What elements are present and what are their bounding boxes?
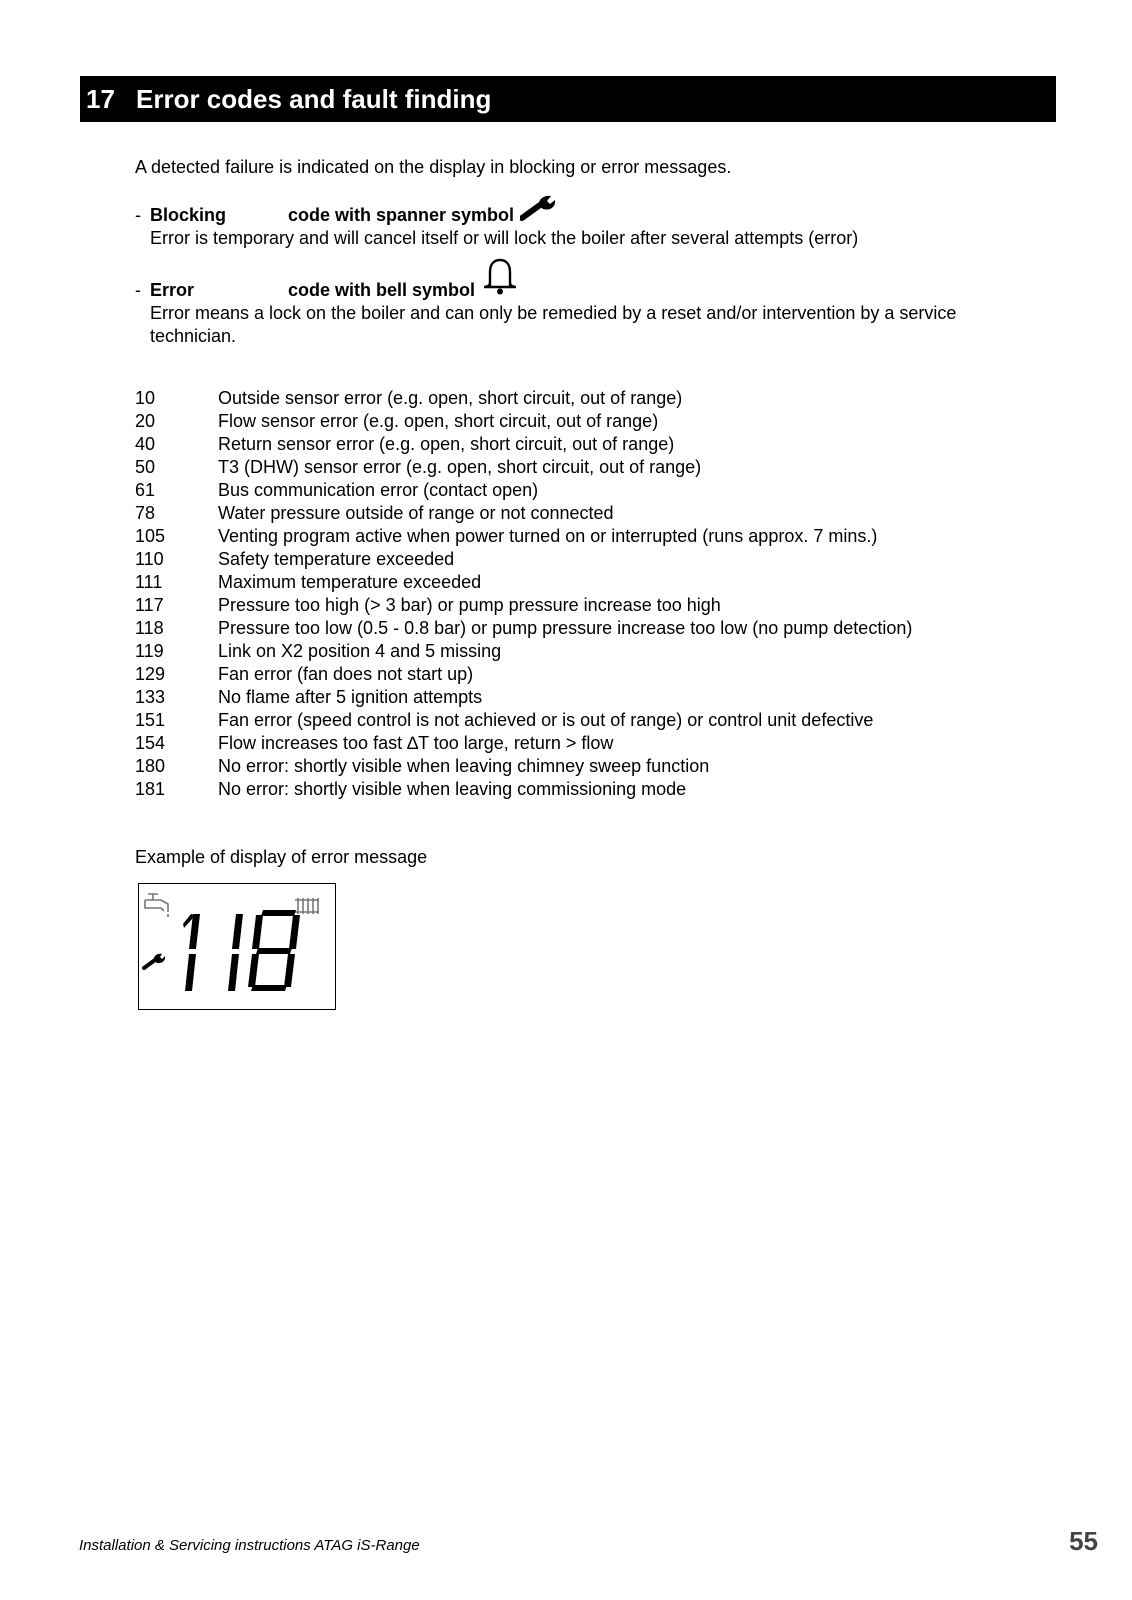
- error-code-row: [135, 778, 912, 801]
- error-code-row: [135, 410, 912, 433]
- error-code: 129: [135, 664, 166, 684]
- error-description: Pressure too high (> 3 bar) or pump pressure increase too high: [218, 595, 721, 615]
- error-code: 119: [135, 641, 164, 661]
- error-code-row: [135, 571, 912, 594]
- bullet-dash: -: [135, 205, 141, 225]
- blocking-type: [135, 201, 1020, 250]
- lcd-display: [138, 883, 336, 1010]
- page-number: 55: [1069, 1526, 1098, 1556]
- type-code-blocking: code with spanner symbol: [288, 205, 515, 225]
- error-description: Pressure too low (0.5 - 0.8 bar) or pump pressure increase too low (no pump detection): [218, 618, 913, 638]
- error-code: 40: [135, 434, 156, 454]
- error-code-row: [135, 709, 912, 732]
- type-description-error: Error means a lock on the boiler and can only be remedied by a reset and/or intervention by a service technician.: [150, 303, 957, 346]
- error-description: Safety temperature exceeded: [218, 549, 455, 569]
- error-type: [135, 266, 1020, 348]
- error-description: Link on X2 position 4 and 5 missing: [218, 641, 502, 661]
- error-code-row: [135, 755, 912, 778]
- type-name-blocking: Blocking: [150, 205, 227, 225]
- tap-icon: [145, 894, 168, 917]
- error-description: Return sensor error (e.g. open, short circuit, out of range): [218, 434, 675, 454]
- error-code: 110: [135, 549, 164, 569]
- error-code-row: [135, 502, 912, 525]
- example-label: Example of display of error message: [135, 847, 428, 867]
- error-description: Fan error (fan does not start up): [218, 664, 474, 684]
- section-title: Error codes and fault finding: [136, 83, 492, 114]
- error-code: 133: [135, 687, 166, 707]
- spanner-icon: [144, 954, 165, 968]
- spanner-icon: [520, 193, 558, 227]
- section-number: 17: [86, 83, 115, 114]
- error-description: Water pressure outside of range or not connected: [218, 503, 614, 523]
- error-code: 181: [135, 779, 166, 799]
- error-code-row: [135, 548, 912, 571]
- error-description: Bus communication error (contact open): [218, 480, 539, 500]
- error-code: 78: [135, 503, 156, 523]
- intro-text: A detected failure is indicated on the display in blocking or error messages.: [135, 157, 732, 177]
- error-code: 117: [135, 595, 164, 615]
- section-header: [80, 76, 1056, 122]
- error-code: 154: [135, 733, 166, 753]
- error-code: 61: [135, 480, 156, 500]
- error-code: 118: [135, 618, 164, 638]
- error-code-row: [135, 456, 912, 479]
- bell-icon: [481, 256, 519, 302]
- error-code-list: [135, 387, 912, 801]
- radiator-icon: [295, 898, 319, 914]
- type-description-blocking: Error is temporary and will cancel itself or will lock the boiler after several attempts (error): [150, 228, 859, 248]
- error-description: Fan error (speed control is not achieved or is out of range) or control unit defective: [218, 710, 874, 730]
- footer-text: Installation & Servicing instructions ATAG iS-Range: [79, 1537, 420, 1554]
- error-code: 50: [135, 457, 156, 477]
- error-code: 10: [135, 388, 156, 408]
- error-code-row: [135, 732, 912, 755]
- bullet-dash: -: [135, 280, 141, 300]
- error-code-row: [135, 663, 912, 686]
- error-code: 105: [135, 526, 166, 546]
- error-description: No flame after 5 ignition attempts: [218, 687, 483, 707]
- type-name-error: Error: [150, 280, 195, 300]
- type-code-error: code with bell symbol: [288, 280, 476, 300]
- error-code-row: [135, 525, 912, 548]
- error-description: Flow sensor error (e.g. open, short circuit, out of range): [218, 411, 659, 431]
- error-code-row: [135, 387, 912, 410]
- error-description: No error: shortly visible when leaving chimney sweep function: [218, 756, 710, 776]
- error-code-row: [135, 640, 912, 663]
- error-code-row: [135, 479, 912, 502]
- error-code-row: [135, 617, 912, 640]
- error-description: Maximum temperature exceeded: [218, 572, 482, 592]
- error-code-row: [135, 433, 912, 456]
- error-description: No error: shortly visible when leaving commissioning mode: [218, 779, 687, 799]
- error-description: Venting program active when power turned on or interrupted (runs approx. 7 mins.): [218, 526, 878, 546]
- error-code: 180: [135, 756, 166, 776]
- error-code: 20: [135, 411, 156, 431]
- display-digits: [183, 910, 300, 991]
- error-description: T3 (DHW) sensor error (e.g. open, short circuit, out of range): [218, 457, 702, 477]
- error-code: 151: [135, 710, 166, 730]
- error-description: Outside sensor error (e.g. open, short circuit, out of range): [218, 388, 683, 408]
- error-code: 111: [135, 572, 163, 592]
- error-code-row: [135, 594, 912, 617]
- error-description: Flow increases too fast ∆T too large, return > flow: [218, 733, 614, 753]
- error-code-row: [135, 686, 912, 709]
